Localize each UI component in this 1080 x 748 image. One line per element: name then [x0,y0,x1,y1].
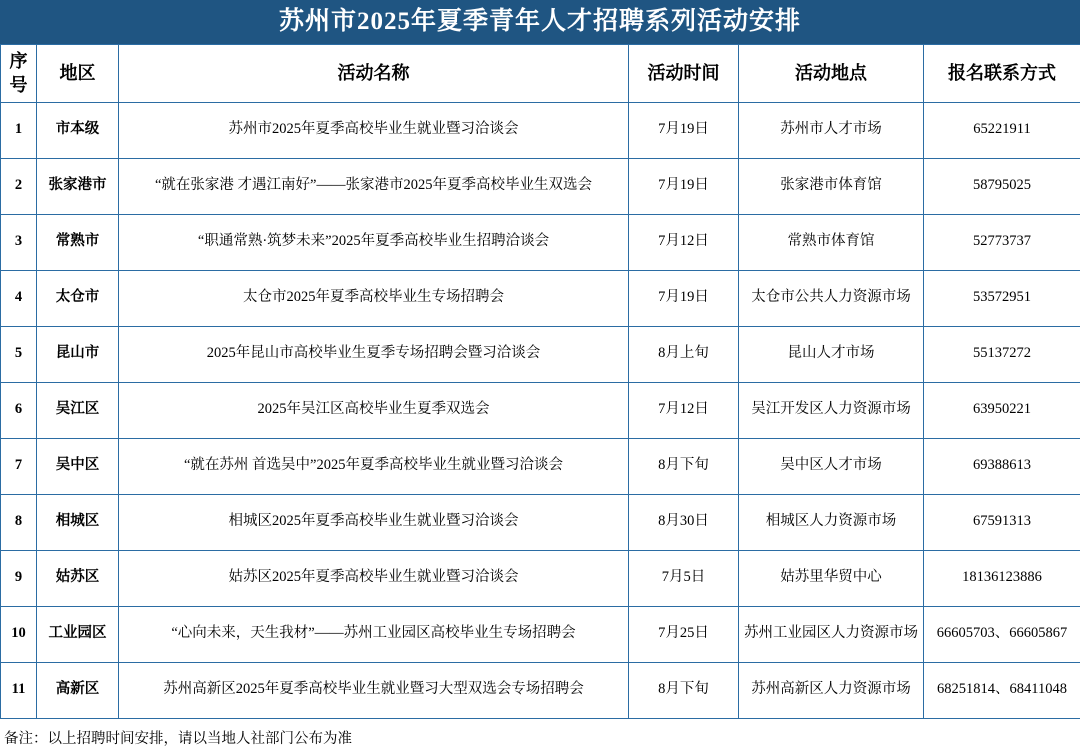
table-row [1,550,1080,606]
cell-activity-time: 7月19日 [629,102,739,158]
cell-activity-place: 苏州高新区人力资源市场 [739,662,924,718]
column-header-activity-place: 活动地点 [739,45,924,103]
schedule-table [0,44,1080,719]
cell-activity-place: 太仓市公共人力资源市场 [739,270,924,326]
table-row [1,214,1080,270]
cell-activity-time: 7月19日 [629,158,739,214]
cell-index: 8 [1,494,37,550]
cell-contact: 18136123886 [924,550,1080,606]
footnote: 备注：以上招聘时间安排，请以当地人社部门公布为准 [0,719,1080,748]
cell-contact: 69388613 [924,438,1080,494]
cell-activity-place: 苏州工业园区人力资源市场 [739,606,924,662]
table-row [1,158,1080,214]
cell-area: 吴江区 [37,382,119,438]
cell-activity-time: 8月下旬 [629,662,739,718]
cell-area: 常熟市 [37,214,119,270]
cell-contact: 52773737 [924,214,1080,270]
cell-activity-name: “心向未来，天生我材”——苏州工业园区高校毕业生专场招聘会 [119,606,629,662]
cell-area: 昆山市 [37,326,119,382]
cell-area: 高新区 [37,662,119,718]
cell-activity-place: 吴中区人才市场 [739,438,924,494]
cell-activity-name: 苏州高新区2025年夏季高校毕业生就业暨习大型双选会专场招聘会 [119,662,629,718]
cell-activity-name: 相城区2025年夏季高校毕业生就业暨习洽谈会 [119,494,629,550]
cell-area: 太仓市 [37,270,119,326]
cell-area: 工业园区 [37,606,119,662]
table-row [1,382,1080,438]
column-header-activity-time: 活动时间 [629,45,739,103]
cell-activity-place: 吴江开发区人力资源市场 [739,382,924,438]
table-row [1,494,1080,550]
cell-activity-time: 7月12日 [629,214,739,270]
cell-contact: 66605703、66605867 [924,606,1080,662]
cell-index: 7 [1,438,37,494]
cell-activity-name: 2025年吴江区高校毕业生夏季双选会 [119,382,629,438]
column-header-contact: 报名联系方式 [924,45,1080,103]
cell-index: 6 [1,382,37,438]
cell-activity-time: 7月5日 [629,550,739,606]
cell-index: 10 [1,606,37,662]
cell-index: 5 [1,326,37,382]
table-row [1,326,1080,382]
table-body [1,102,1080,718]
cell-index: 2 [1,158,37,214]
cell-area: 姑苏区 [37,550,119,606]
cell-index: 3 [1,214,37,270]
cell-activity-name: “就在张家港 才遇江南好”——张家港市2025年夏季高校毕业生双选会 [119,158,629,214]
cell-contact: 63950221 [924,382,1080,438]
table-row [1,438,1080,494]
cell-activity-name: 姑苏区2025年夏季高校毕业生就业暨习洽谈会 [119,550,629,606]
column-header-index: 序号 [1,45,37,103]
table-row [1,606,1080,662]
cell-area: 市本级 [37,102,119,158]
cell-index: 1 [1,102,37,158]
cell-contact: 68251814、68411048 [924,662,1080,718]
cell-activity-time: 8月下旬 [629,438,739,494]
cell-activity-place: 昆山人才市场 [739,326,924,382]
cell-index: 9 [1,550,37,606]
cell-activity-place: 常熟市体育馆 [739,214,924,270]
cell-activity-place: 苏州市人才市场 [739,102,924,158]
cell-activity-name: 苏州市2025年夏季高校毕业生就业暨习洽谈会 [119,102,629,158]
cell-activity-time: 8月30日 [629,494,739,550]
cell-area: 吴中区 [37,438,119,494]
column-header-activity-name: 活动名称 [119,45,629,103]
cell-activity-time: 8月上旬 [629,326,739,382]
column-header-area: 地区 [37,45,119,103]
cell-contact: 65221911 [924,102,1080,158]
table-row [1,270,1080,326]
cell-index: 4 [1,270,37,326]
table-row [1,662,1080,718]
cell-contact: 53572951 [924,270,1080,326]
cell-contact: 55137272 [924,326,1080,382]
cell-activity-name: 太仓市2025年夏季高校毕业生专场招聘会 [119,270,629,326]
cell-activity-place: 姑苏里华贸中心 [739,550,924,606]
cell-activity-time: 7月19日 [629,270,739,326]
cell-activity-place: 张家港市体育馆 [739,158,924,214]
cell-activity-time: 7月12日 [629,382,739,438]
page-title: 苏州市2025年夏季青年人才招聘系列活动安排 [0,0,1080,44]
cell-index: 11 [1,662,37,718]
table-row [1,102,1080,158]
cell-activity-name: “职通常熟·筑梦未来”2025年夏季高校毕业生招聘洽谈会 [119,214,629,270]
cell-activity-name: 2025年昆山市高校毕业生夏季专场招聘会暨习洽谈会 [119,326,629,382]
cell-area: 相城区 [37,494,119,550]
table-header-row [1,45,1080,103]
cell-contact: 67591313 [924,494,1080,550]
cell-area: 张家港市 [37,158,119,214]
cell-contact: 58795025 [924,158,1080,214]
cell-activity-time: 7月25日 [629,606,739,662]
cell-activity-place: 相城区人力资源市场 [739,494,924,550]
cell-activity-name: “就在苏州 首选吴中”2025年夏季高校毕业生就业暨习洽谈会 [119,438,629,494]
